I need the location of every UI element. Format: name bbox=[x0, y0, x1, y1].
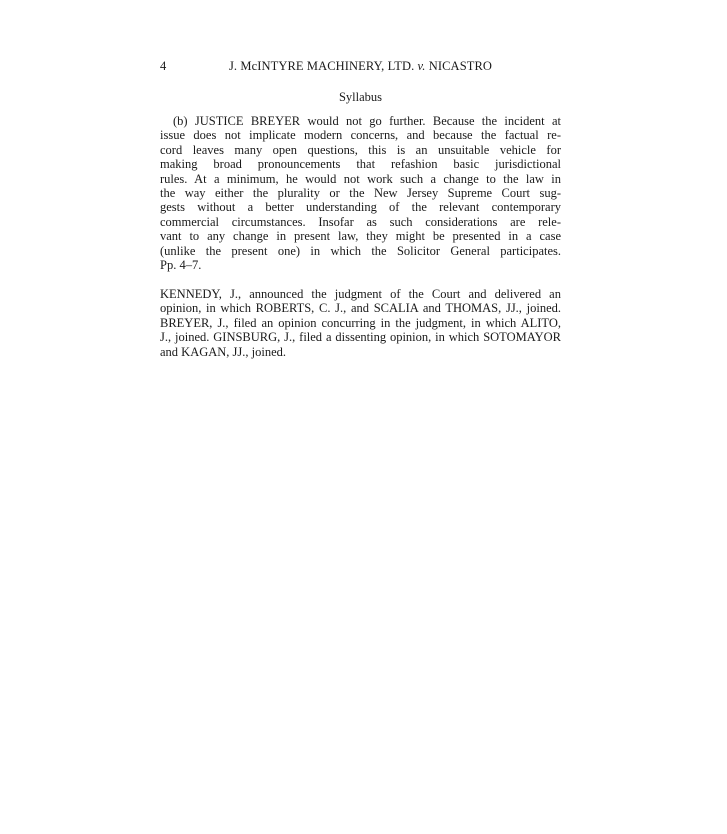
running-head-case-right: NICASTRO bbox=[428, 59, 493, 73]
paragraph-line: J., joined. GINSBURG, J., filed a dissenting opinion, in which SOTOMAYOR bbox=[160, 330, 561, 345]
page-number: 4 bbox=[160, 59, 167, 73]
running-head bbox=[160, 59, 561, 74]
paragraph-line: Pp. 4–7. bbox=[160, 258, 202, 273]
paragraph-line: commercial circumstances. Insofar as such considerations are rele- bbox=[160, 214, 561, 229]
syllabus-paragraph-b bbox=[160, 114, 561, 272]
paragraph-line: KENNEDY, J., announced the judgment of the Court and delivered an bbox=[160, 287, 561, 301]
paragraph-line: gests without a better understanding of the relevant contemporary bbox=[160, 200, 561, 215]
paragraph-line: cord leaves many open questions, this is an unsuitable vehicle for bbox=[160, 142, 561, 157]
paragraph-line: and KAGAN, JJ., joined. bbox=[160, 344, 287, 359]
paragraph-line: (unlike the present one) in which the Solicitor General participates. bbox=[160, 243, 561, 258]
paragraph-line: making broad pronouncements that refashion basic jurisdictional bbox=[160, 157, 561, 172]
paragraph-line: opinion, in which ROBERTS, C. J., and SCALIA and THOMAS, JJ., joined. bbox=[160, 301, 561, 316]
paragraph-line: vant to any change in present law, they might be presented in a case bbox=[160, 229, 561, 244]
opinions-paragraph bbox=[160, 287, 561, 359]
running-head-versus: v. bbox=[417, 59, 426, 73]
paragraph-line: BREYER, J., filed an opinion concurring in the judgment, in which ALITO, bbox=[160, 315, 561, 330]
running-head-case-left: J. McINTYRE MACHINERY, LTD. bbox=[228, 59, 415, 73]
section-label: Syllabus bbox=[338, 90, 383, 104]
paragraph-line: the way either the plurality or the New Jersey Supreme Court sug- bbox=[160, 186, 561, 201]
paragraph-line: rules. At a minimum, he would not work such a change to the law in bbox=[160, 171, 561, 186]
paragraph-line: (b) JUSTICE BREYER would not go further. Because the incident at bbox=[173, 114, 561, 128]
paragraph-line: issue does not implicate modern concerns, and because the factual re- bbox=[160, 128, 561, 143]
